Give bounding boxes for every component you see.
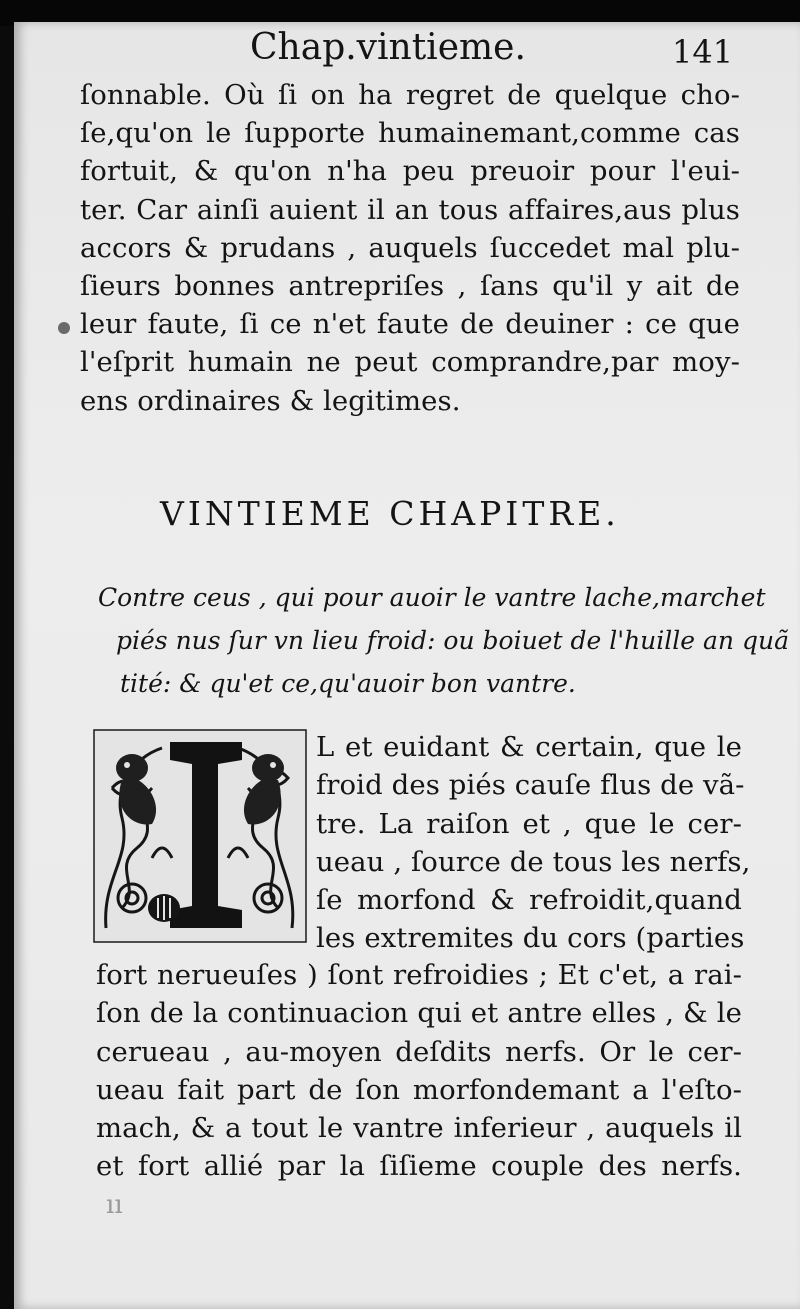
ink-spot [58, 322, 70, 334]
paragraph-continued [96, 956, 742, 1186]
drop-cap-ornament-icon [92, 728, 308, 944]
text-line: tre. La raiſon et , que le cer- [316, 807, 742, 840]
text-line: ueau fait part de ſon morfondemant a l'eſto- [96, 1073, 742, 1106]
text-line: froid des piés cauſe flus de vã- [316, 769, 745, 802]
chapter-heading: VINTIEME CHAPITRE. [160, 494, 620, 533]
previous-chapter-text [80, 76, 740, 420]
text-line: ens ordinaires & legitimes. [80, 384, 461, 417]
text-line: accors & prudans , auquels ſuccedet mal plu- [80, 231, 740, 264]
text-line: cerueau , au-moyen deſdits nerfs. Or le cer- [96, 1035, 742, 1068]
text-line: mach, & a tout le vantre inferieur , auquels il [96, 1112, 742, 1145]
text-line: et fort allié par la ſiſieme couple des nerfs. [96, 1150, 742, 1183]
text-line: ſon de la continuacion qui et antre elles , & le [96, 997, 742, 1030]
text-line: L et euidant & certain, que le [316, 731, 742, 763]
page-number: 141 [672, 33, 734, 71]
text-line: fortuit, & qu'on n'ha peu preuoir pour l'eui- [80, 155, 740, 188]
text-line: ter. Car ainſi auient il an tous affaires,aus plus [80, 193, 740, 226]
running-title: Chap.vintieme. [250, 27, 526, 68]
text-line: ſieurs bonnes antrepriſes , ſans qu'il y ait de [80, 269, 740, 302]
text-line: les extremites du cors (parties [316, 922, 745, 955]
summary-line: Contre ceus , qui pour auoir le vantre lache,marchet [98, 583, 766, 612]
chapter-summary [98, 576, 789, 705]
paragraph-beside-dropcap [316, 728, 751, 958]
text-line: l'eſprit humain ne peut comprandre,par moy- [80, 346, 740, 379]
text-line: fort nerueuſes ) ſont refroidies ; Et c'et, a rai- [96, 959, 742, 991]
summary-line: tité: & qu'et ce,qu'auoir bon vantre. [120, 669, 576, 698]
ornamental-drop-cap [92, 728, 308, 944]
text-line: ſe,qu'on le ſupporte humainemant,comme cas [80, 117, 740, 150]
text-line: ueau , ſource de tous les nerfs, [316, 845, 751, 878]
footer-mark: ıı [106, 1190, 123, 1220]
text-line: ſonnable. Où ſi on ha regret de quelque cho- [80, 79, 740, 111]
summary-line: piés nus ſur vn lieu froid: ou boiuet de l'huille an quã [116, 626, 789, 655]
text-line: leur faute, ſi ce n'et faute de deuiner : ce que [80, 308, 740, 341]
text-line: ſe morfond & refroidit,quand [316, 884, 742, 917]
